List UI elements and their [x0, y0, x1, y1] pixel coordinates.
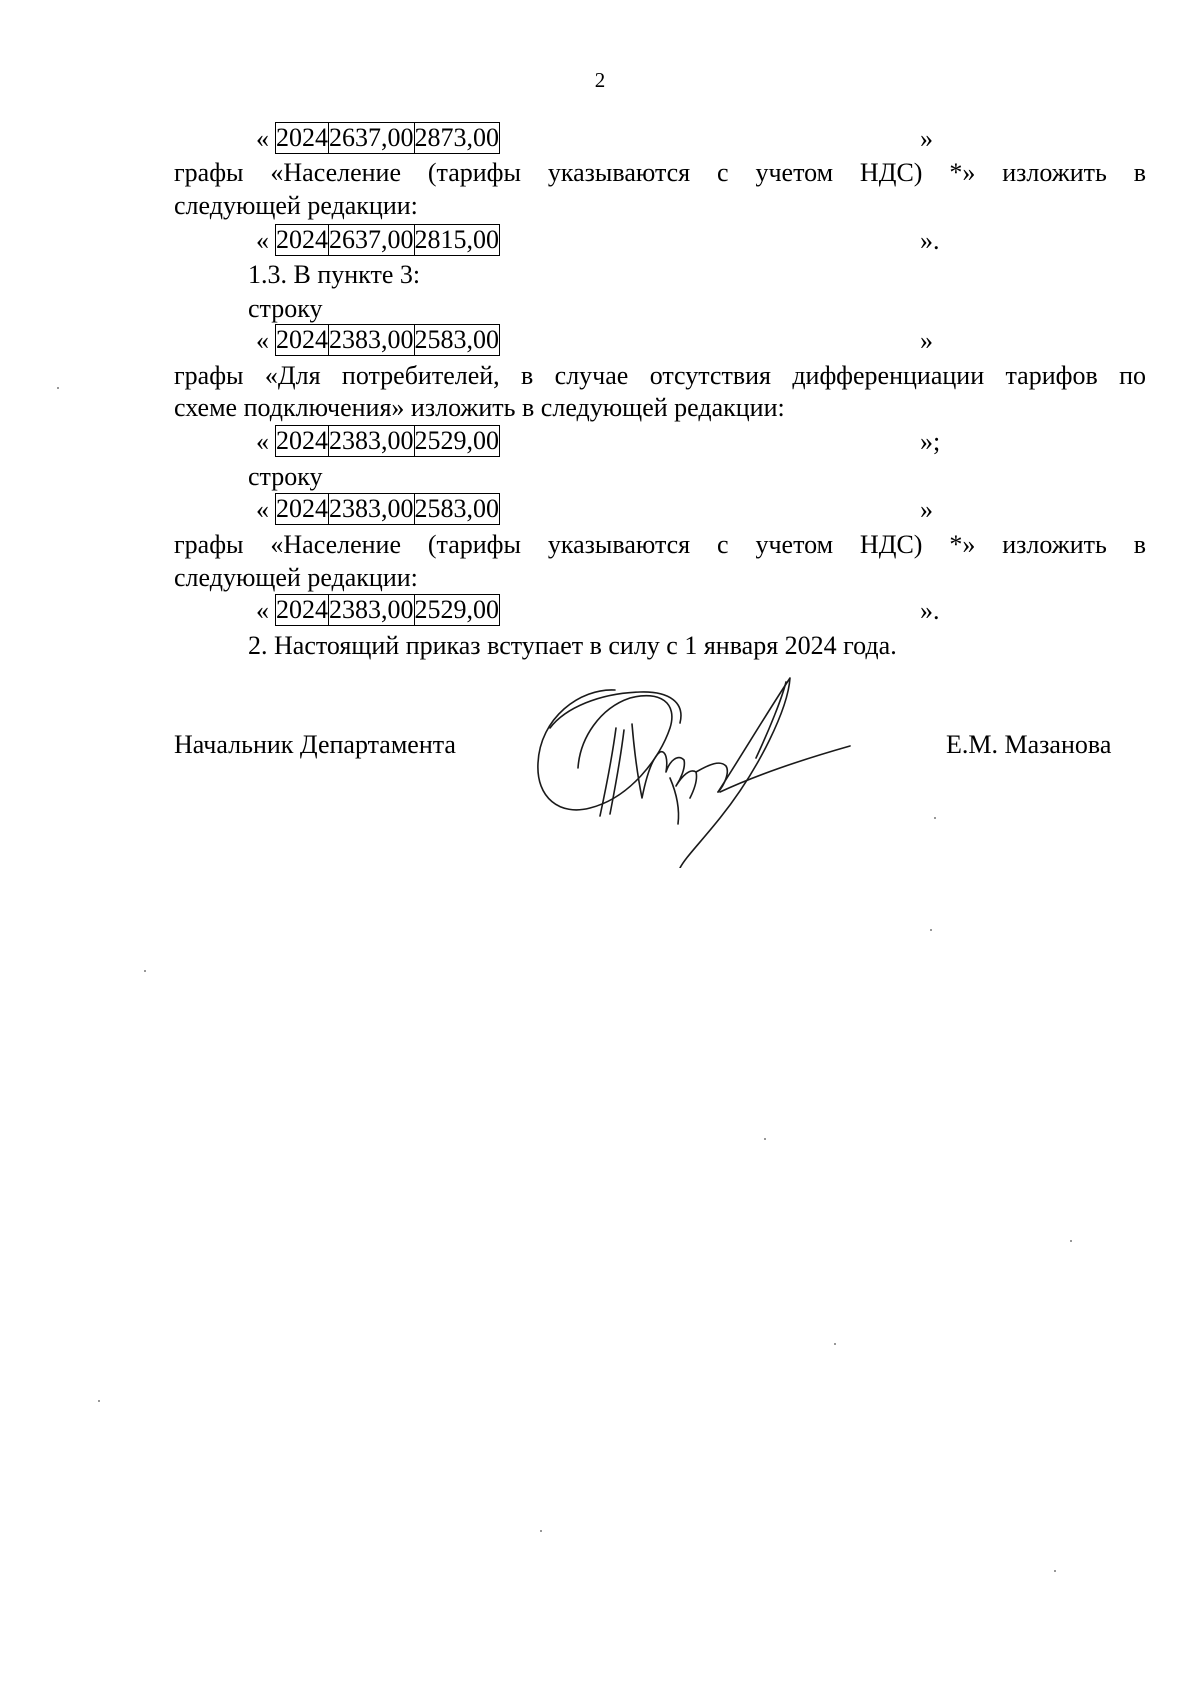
tariff-cell-2: 2529,00 [414, 426, 499, 455]
scan-speck [540, 1530, 542, 1532]
scan-speck [1054, 1570, 1056, 1572]
paragraph-line: строку [248, 462, 323, 491]
scan-speck [764, 1138, 766, 1140]
tariff-table [275, 224, 500, 256]
scan-speck [1070, 1240, 1072, 1242]
quote-open: « [256, 124, 269, 153]
quote-close: »; [920, 427, 941, 456]
tariff-cell-2: 2873,00 [414, 123, 499, 152]
signatory-title: Начальник Департамента [174, 730, 456, 759]
scan-speck [834, 1343, 836, 1345]
year-cell: 2024 [276, 595, 328, 624]
paragraph-line: следующей редакции: [174, 191, 418, 220]
page-number: 2 [594, 68, 606, 92]
year-cell: 2024 [276, 426, 328, 455]
paragraph-line: следующей редакции: [174, 563, 418, 592]
tariff-cell-2: 2529,00 [414, 595, 499, 624]
scan-speck [98, 1400, 100, 1402]
tariff-cell-1: 2383,00 [329, 325, 414, 354]
year-cell: 2024 [276, 494, 328, 523]
tariff-table [275, 493, 500, 525]
paragraph-line: строку [248, 294, 323, 323]
tariff-cell-1: 2637,00 [329, 225, 414, 254]
tariff-cell-1: 2383,00 [329, 426, 414, 455]
quote-close: » [920, 326, 933, 355]
scan-speck [57, 387, 59, 389]
effective-date-clause: 2. Настоящий приказ вступает в силу с 1 января 2024 года. [248, 631, 897, 660]
year-cell: 2024 [276, 225, 328, 254]
quote-close: ». [920, 596, 940, 625]
tariff-cell-2: 2583,00 [414, 325, 499, 354]
quote-open: « [256, 226, 269, 255]
tariff-table [275, 594, 500, 626]
tariff-cell-1: 2637,00 [329, 123, 414, 152]
quote-open: « [256, 495, 269, 524]
quote-close: ». [920, 226, 940, 255]
year-cell: 2024 [276, 123, 328, 152]
paragraph-line: графы «Для потребителей, в случае отсутствия дифференциации тарифов по [174, 361, 1146, 390]
signatory-name: Е.М. Мазанова [946, 730, 1112, 759]
scan-speck [930, 929, 932, 931]
tariff-cell-1: 2383,00 [329, 595, 414, 624]
quote-open: « [256, 326, 269, 355]
scan-speck [144, 970, 146, 972]
quote-close: » [920, 495, 933, 524]
tariff-table [275, 122, 500, 154]
tariff-cell-2: 2815,00 [414, 225, 499, 254]
quote-open: « [256, 596, 269, 625]
quote-close: » [920, 124, 933, 153]
tariff-cell-1: 2383,00 [329, 494, 414, 523]
paragraph-line: графы «Население (тарифы указываются с учетом НДС) *» изложить в [174, 530, 1146, 559]
scan-speck [934, 817, 936, 819]
paragraph-line: схеме подключения» изложить в следующей редакции: [174, 393, 785, 422]
year-cell: 2024 [276, 325, 328, 354]
quote-open: « [256, 427, 269, 456]
handwritten-signature [520, 668, 880, 868]
section-heading: 1.3. В пункте 3: [248, 260, 421, 289]
paragraph-line: графы «Население (тарифы указываются с учетом НДС) *» изложить в [174, 158, 1146, 187]
tariff-table [275, 324, 500, 356]
tariff-cell-2: 2583,00 [414, 494, 499, 523]
tariff-table [275, 425, 500, 457]
